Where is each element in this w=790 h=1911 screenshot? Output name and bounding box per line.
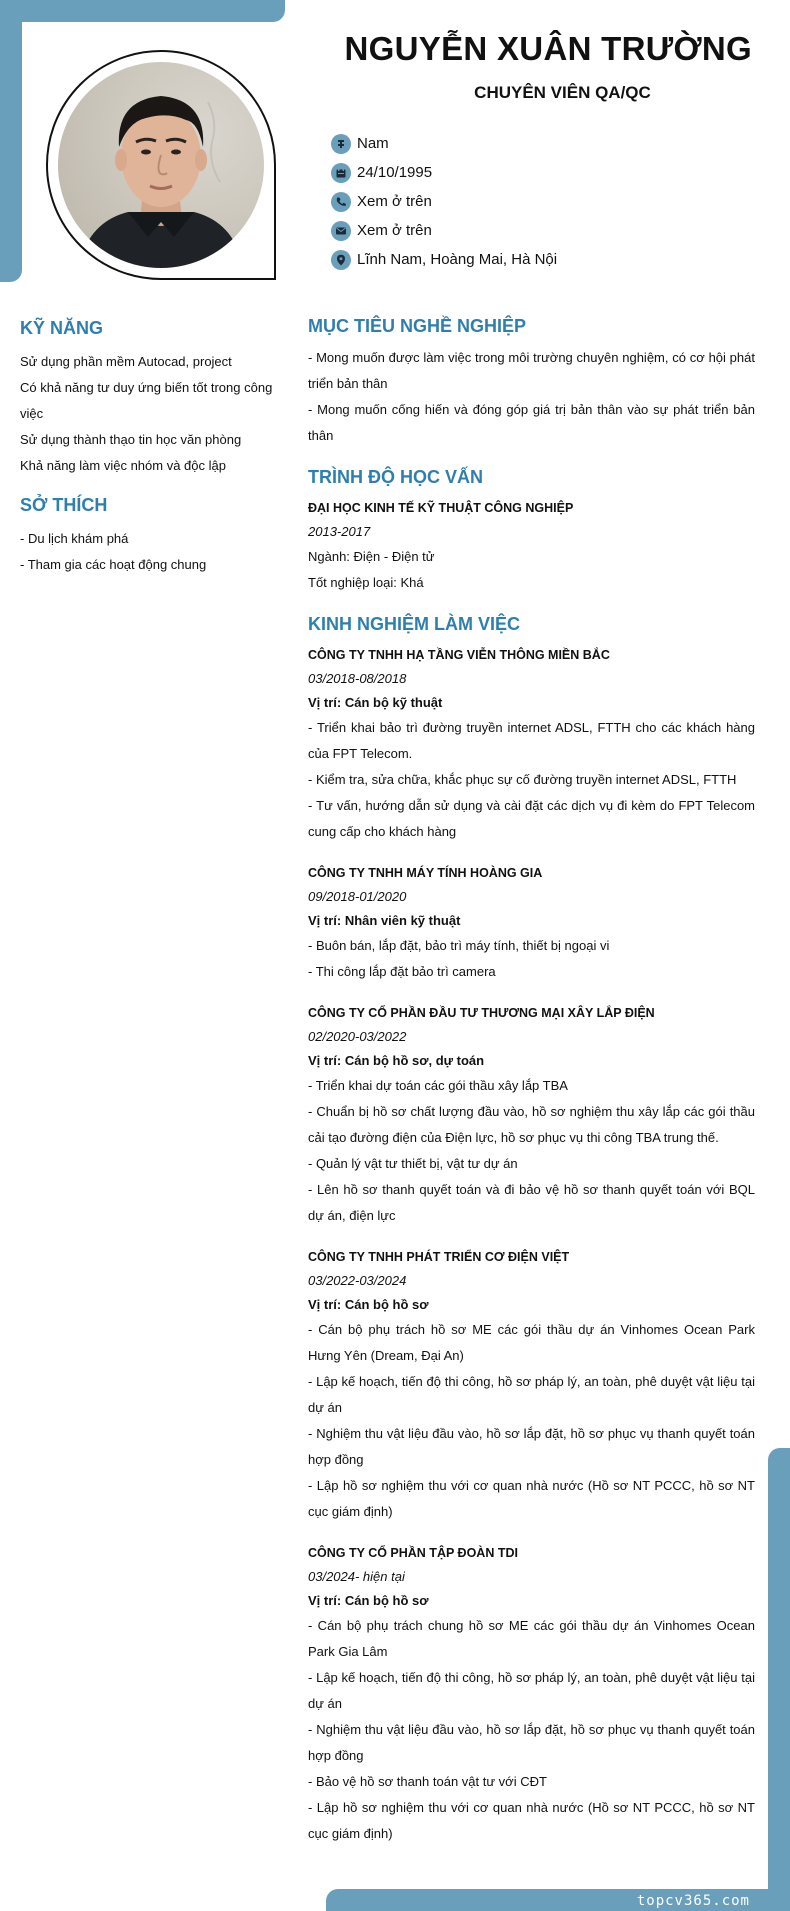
education-heading: TRÌNH ĐỘ HỌC VẤN [308, 467, 483, 487]
hobby-item: - Tham gia các hoạt động chung [20, 557, 207, 572]
job-role: Vị trí: Nhân viên kỹ thuật [308, 913, 461, 928]
skill-item: Sử dụng thành thạo tin học văn phòng [20, 432, 242, 447]
hobby-item: - Du lịch khám phá [20, 531, 129, 546]
job-duty: - Triển khai dự toán các gói thầu xây lắp TBA [308, 1078, 568, 1093]
objective-line: - Mong muốn cống hiến và đóng góp giá trị bản thân vào sự phát triển bản thân [308, 402, 755, 443]
job-duty: - Tư vấn, hướng dẫn sử dụng và cài đặt các dịch vụ đi kèm do FPT Telecom cung cấp cho khách hàng [308, 798, 755, 839]
company-name: CÔNG TY TNHH HẠ TẦNG VIỄN THÔNG MIỀN BẮC [308, 648, 610, 662]
company-name: CÔNG TY CỔ PHẦN ĐẦU TƯ THƯƠNG MẠI XÂY LẮP ĐIỆN [308, 1006, 655, 1020]
school-name: ĐẠI HỌC KINH TẾ KỸ THUẬT CÔNG NGHIỆP [308, 501, 574, 515]
job-duty: - Lập kế hoạch, tiến độ thi công, hồ sơ pháp lý, an toàn, phê duyệt vật liệu tại dự án [308, 1374, 755, 1415]
frame-right-bar [768, 1448, 790, 1911]
frame-top-bar [0, 0, 285, 22]
job-entry [308, 861, 755, 985]
job-duty: - Lập kế hoạch, tiến độ thi công, hồ sơ pháp lý, an toàn, phê duyệt vật liệu tại dự án [308, 1670, 755, 1711]
calendar-icon [331, 163, 351, 183]
job-entry [308, 643, 755, 845]
job-duty: - Bảo vệ hồ sơ thanh toán vật tư với CĐT [308, 1774, 547, 1789]
job-duty: - Lên hồ sơ thanh quyết toán và đi bảo vệ hồ sơ thanh quyết toán với BQL dự án, điện lực [308, 1182, 755, 1223]
job-duty: - Triển khai bảo trì đường truyền internet ADSL, FTTH cho các khách hàng của FPT Telecom. [308, 720, 755, 761]
job-duty: - Nghiệm thu vật liệu đầu vào, hồ sơ lắp đặt, hồ sơ phục vụ thanh quyết toán hợp đồng [308, 1426, 755, 1467]
job-duty: - Kiểm tra, sửa chữa, khắc phục sự cố đường truyền internet ADSL, FTTH [308, 772, 737, 787]
job-role: Vị trí: Cán bộ hồ sơ [308, 1593, 429, 1608]
job-period: 02/2020-03/2022 [308, 1029, 407, 1044]
job-period: 03/2022-03/2024 [308, 1273, 407, 1288]
objective-line: - Mong muốn được làm việc trong môi trường chuyên nghiệm, có cơ hội phát triển bản thân [308, 350, 755, 391]
job-duty: - Cán bộ phụ trách hồ sơ ME các gói thầu dự án Vinhomes Ocean Park Hưng Yên (Dream, Đại An) [308, 1322, 755, 1363]
job-role: Vị trí: Cán bộ hồ sơ [308, 1297, 429, 1312]
location-icon [331, 250, 351, 270]
hobbies-heading: SỞ THÍCH [20, 495, 108, 515]
job-duty: - Quản lý vật tư thiết bị, vật tư dự án [308, 1156, 518, 1171]
job-entry [308, 1001, 755, 1229]
job-period: 09/2018-01/2020 [308, 889, 407, 904]
job-period: 03/2018-08/2018 [308, 671, 407, 686]
education-section [308, 467, 755, 596]
skills-heading: KỸ NĂNG [20, 318, 104, 338]
contact-phone [331, 187, 557, 216]
skill-item: Có khả năng tư duy ứng biến tốt trong công việc [20, 380, 273, 421]
phone-icon [331, 192, 351, 212]
gender-icon [331, 134, 351, 154]
job-role: Vị trí: Cán bộ hồ sơ, dự toán [308, 1053, 485, 1068]
job-duty: - Lập hồ sơ nghiệm thu với cơ quan nhà nước (Hồ sơ NT PCCC, hồ sơ NT cục giám định) [308, 1478, 755, 1519]
contact-phone-text: Xem ở trên [357, 193, 432, 210]
skills-section [20, 318, 278, 479]
frame-bottom-bar [326, 1889, 790, 1911]
avatar-frame [46, 50, 276, 280]
contact-email [331, 216, 557, 245]
skill-item: Sử dụng phần mềm Autocad, project [20, 354, 232, 369]
job-entry [308, 1245, 755, 1525]
contact-birthday-text: 24/10/1995 [357, 164, 433, 181]
contact-gender-text: Nam [357, 135, 389, 152]
right-column [308, 316, 755, 1865]
frame-left-bar [0, 0, 22, 282]
job-title: CHUYÊN VIÊN QA/QC [474, 83, 651, 102]
job-duty: - Thi công lắp đặt bảo trì camera [308, 964, 496, 979]
education-period: 2013-2017 [308, 524, 371, 539]
education-major: Ngành: Điện - Điện tử [308, 549, 435, 564]
job-role: Vị trí: Cán bộ kỹ thuật [308, 695, 443, 710]
skill-item: Khả năng làm việc nhóm và độc lập [20, 458, 226, 473]
hobbies-section [20, 495, 278, 578]
contact-birthday [331, 158, 557, 187]
contact-gender [331, 129, 557, 158]
job-duty: - Cán bộ phụ trách chung hồ sơ ME các gói thầu dự án Vinhomes Ocean Park Gia Lâm [308, 1618, 755, 1659]
education-grade: Tốt nghiệp loại: Khá [308, 575, 424, 590]
avatar [58, 62, 264, 268]
company-name: CÔNG TY TNHH PHÁT TRIỂN CƠ ĐIỆN VIỆT [308, 1250, 570, 1264]
experience-heading: KINH NGHIỆM LÀM VIỆC [308, 614, 521, 634]
job-entry [308, 1541, 755, 1847]
candidate-name: NGUYỄN XUÂN TRƯỜNG [344, 30, 752, 67]
experience-section [308, 614, 755, 1847]
contact-address-text: Lĩnh Nam, Hoàng Mai, Hà Nội [357, 251, 558, 268]
company-name: CÔNG TY TNHH MÁY TÍNH HOÀNG GIA [308, 866, 543, 880]
contact-list [331, 129, 557, 274]
contact-email-text: Xem ở trên [357, 222, 432, 239]
objective-heading: MỤC TIÊU NGHỀ NGHIỆP [308, 316, 527, 336]
job-period: 03/2024- hiện tại [308, 1569, 405, 1584]
contact-address [331, 245, 557, 274]
profile-photo-illustration [58, 62, 264, 268]
job-duty: - Chuẩn bị hồ sơ chất lượng đầu vào, hồ sơ nghiệm thu xây lắp các gói thầu cải tạo đường điện của Điện lực, hồ sơ phục vụ thi công TBA trung thế. [308, 1104, 755, 1145]
watermark: topcv365.com [636, 1893, 750, 1909]
email-icon [331, 221, 351, 241]
job-duty: - Buôn bán, lắp đặt, bảo trì máy tính, thiết bị ngoại vi [308, 938, 610, 953]
left-column [20, 318, 278, 578]
objective-section [308, 316, 755, 449]
job-duty: - Lập hồ sơ nghiệm thu với cơ quan nhà nước (Hồ sơ NT PCCC, hồ sơ NT cục giám định) [308, 1800, 755, 1841]
job-duty: - Nghiệm thu vật liệu đầu vào, hồ sơ lắp đặt, hồ sơ phục vụ thanh quyết toán hợp đồng [308, 1722, 755, 1763]
company-name: CÔNG TY CỔ PHẦN TẬP ĐOÀN TDI [308, 1546, 518, 1560]
